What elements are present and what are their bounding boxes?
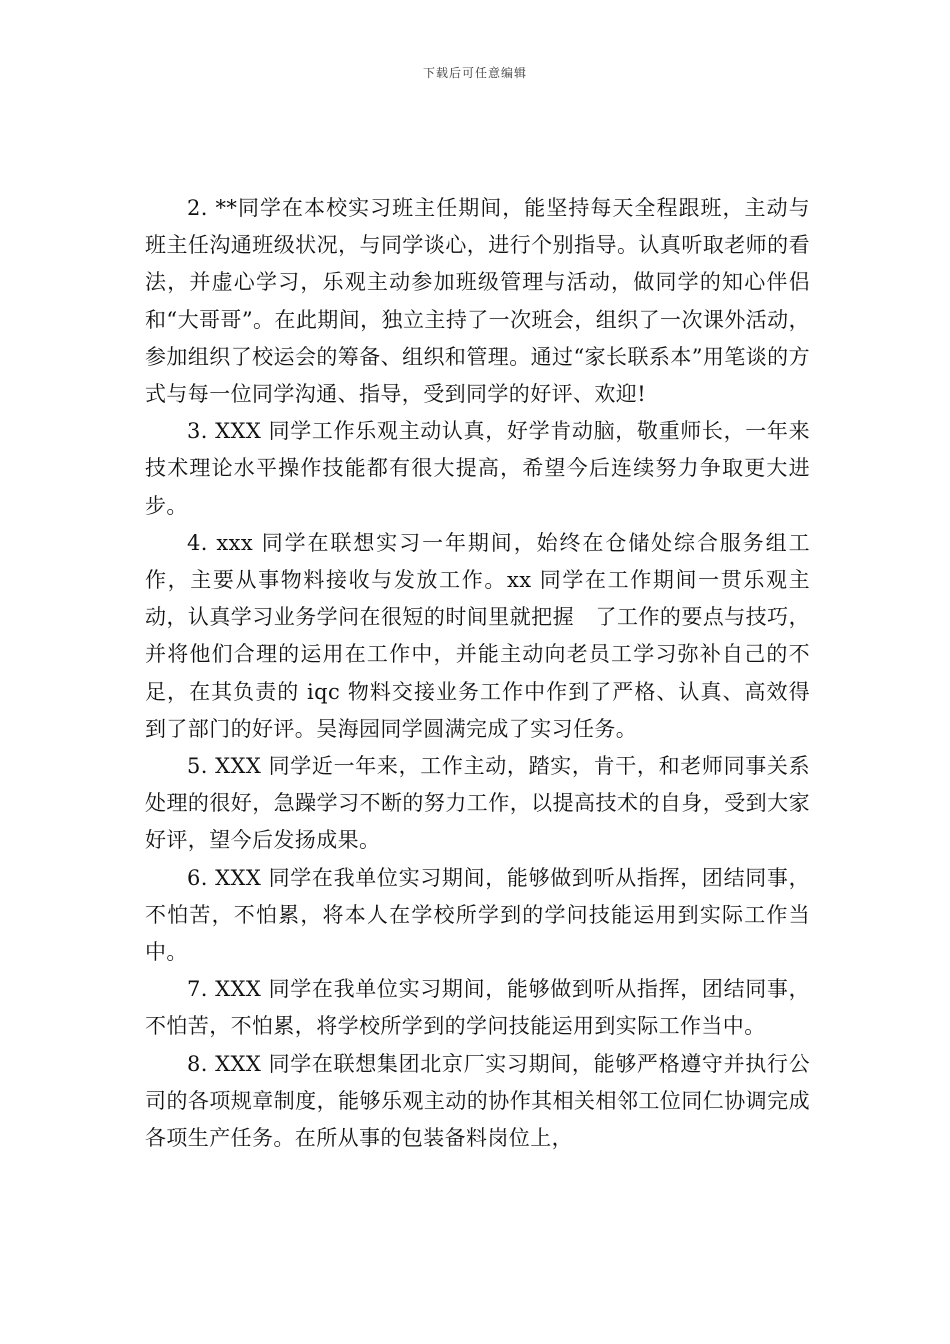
header-note: 下载后可任意编辑 <box>422 66 527 80</box>
paragraph-6: 6. XXX 同学在我单位实习期间，能够做到听从指挥，团结同事，不怕苦，不怕累，将本人在学校所学到的学问技能运用到实际工作当中。 <box>145 865 810 965</box>
paragraph-7: 7. XXX 同学在我单位实习期间，能够做到听从指挥，团结同事，不怕苦，不怕累，将学校所学到的学问技能运用到实际工作当中。 <box>145 977 810 1039</box>
paragraph-8: 8. XXX 同学在联想集团北京厂实习期间，能够严格遵守并执行公司的各项规章制度，能够乐观主动的协作其相关相邻工位同仁协调完成各项生产任务。在所从事的包装备料岗位上， <box>145 1051 810 1151</box>
document-body <box>145 190 810 1157</box>
paragraph-4: 4. xxx 同学在联想实习一年期间，始终在仓储处综合服务组工作，主要从事物料接收与发放工作。xx 同学在工作期间一贯乐观主动，认真学习业务学问在很短的时间里就把握 了工作的要点与技巧，并将他们合理的运用在工作中，并能主动向老员工学习弥补自己的不足，在其负责的 iqc 物料交接业务工作中作到了严格、认真、高效得到了部门的好评。吴海园同学圆满完成了实习任务。 <box>145 530 810 741</box>
paragraph-5: 5. XXX 同学近一年来，工作主动，踏实，肯干，和老师同事关系处理的很好，急躁学习不断的努力工作，以提高技术的自身，受到大家好评，望今后发扬成果。 <box>145 754 810 853</box>
paragraph-2: 2. **同学在本校实习班主任期间，能坚持每天全程跟班，主动与班主任沟通班级状况，与同学谈心，进行个别指导。认真听取老师的看法，并虚心学习，乐观主动参加班级管理与活动，做同学的知心伴侣和“大哥哥”。在此期间，独立主持了一次班会，组织了一次课外活动，参加组织了校运会的筹备、组织和管理。通过“家长联系本”用笔谈的方式与每一位同学沟通、指导，受到同学的好评、欢迎! <box>145 196 810 407</box>
paragraph-3: 3. XXX 同学工作乐观主动认真，好学肯动脑，敬重师长，一年来技术理论水平操作技能都有很大提高，希望今后连续努力争取更大进步。 <box>145 419 810 518</box>
